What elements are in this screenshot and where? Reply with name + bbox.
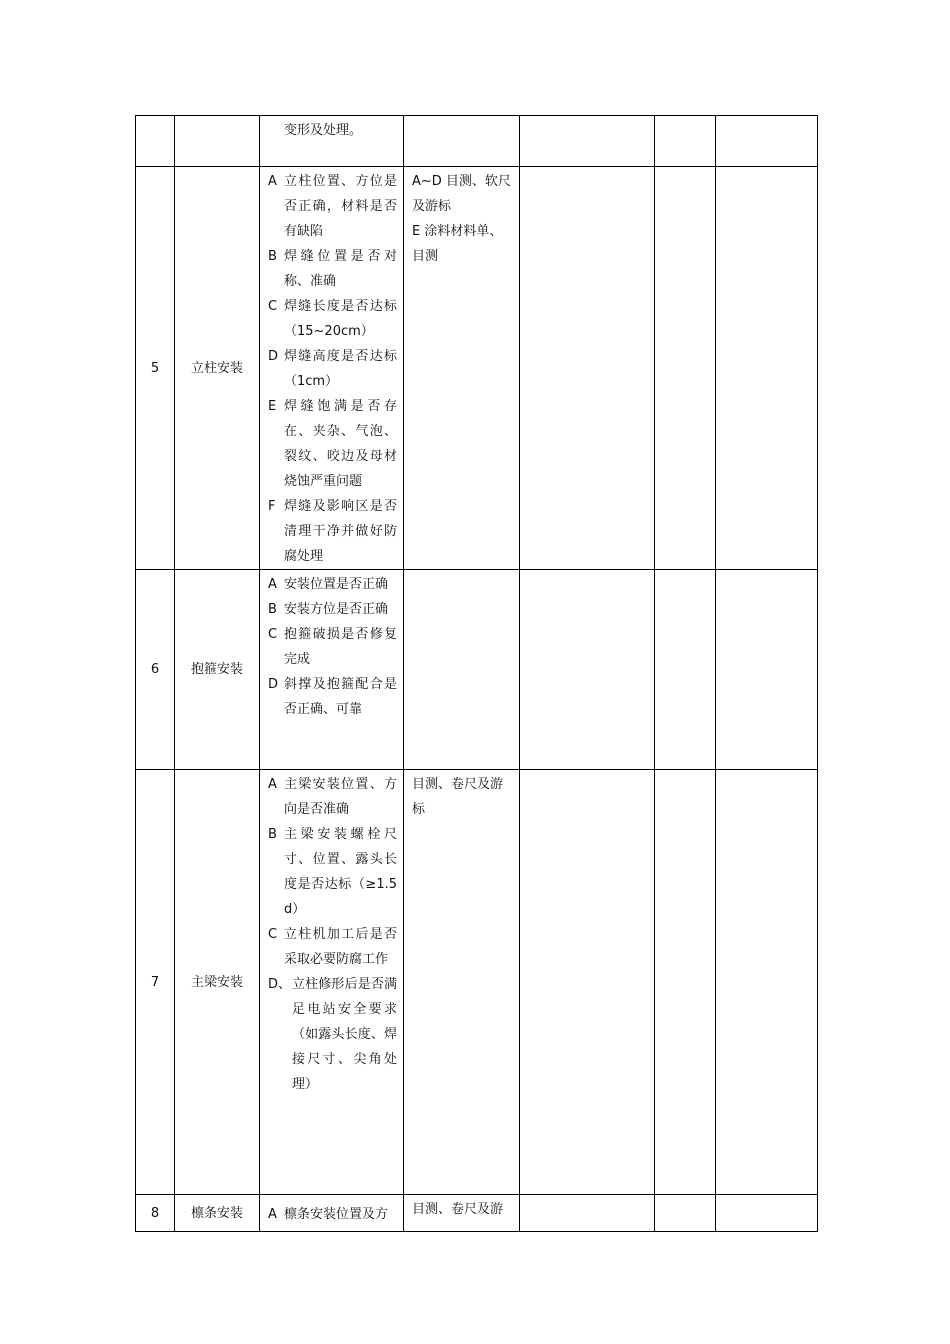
method-text: 目测、卷尺及游标: [412, 777, 504, 817]
item-text: 焊缝位置是否对称、准确: [284, 249, 397, 289]
check-item: [268, 394, 397, 494]
method-text: E 涂料材料单、目测: [412, 224, 503, 264]
empty-cell: [520, 770, 655, 1195]
item-letter: C: [268, 627, 278, 642]
inspection-content: [260, 1195, 404, 1232]
item-letter: C: [268, 299, 278, 314]
item-letter: D、: [268, 977, 292, 992]
item-text: 抱箍破损是否修复完成: [284, 627, 397, 667]
method-text: A~D 目测、软尺及游标: [412, 174, 511, 214]
item-name: 主梁安装: [175, 770, 260, 1195]
inspection-content: [260, 167, 404, 570]
empty-cell: [655, 570, 716, 770]
table-row: [136, 1195, 818, 1232]
item-name: 檩条安装: [175, 1195, 260, 1232]
row-number: [136, 116, 175, 167]
empty-cell: [716, 167, 818, 570]
check-item: [268, 294, 397, 344]
item-letter: B: [268, 827, 277, 842]
check-item: [268, 344, 397, 394]
table-row: [136, 570, 818, 770]
item-name: 抱箍安装: [175, 570, 260, 770]
empty-cell: [520, 167, 655, 570]
table-row: [136, 770, 818, 1195]
check-item: [268, 169, 397, 244]
item-letter: A: [268, 174, 277, 189]
row-number: 7: [136, 770, 175, 1195]
item-text: 主梁安装位置、方向是否准确: [284, 777, 397, 817]
item-letter: A: [268, 577, 277, 592]
item-text: 立柱修形后是否满足电站安全要求（如露头长度、焊接尺寸、尖角处理）: [292, 977, 397, 1092]
item-text: 安装位置是否正确: [284, 577, 389, 592]
inspection-content: [260, 770, 404, 1195]
empty-cell: [520, 1195, 655, 1232]
check-item: [268, 494, 397, 569]
check-item: [268, 1202, 397, 1227]
item-text: 焊缝长度是否达标（15~20cm）: [284, 299, 397, 339]
check-item: [268, 772, 397, 822]
item-name: 立柱安装: [175, 167, 260, 570]
row-number: 8: [136, 1195, 175, 1232]
check-item: [268, 244, 397, 294]
inspection-method: [404, 167, 520, 570]
inspection-method: [404, 770, 520, 1195]
empty-cell: [520, 116, 655, 167]
check-item: [268, 672, 397, 722]
item-letter: E: [268, 399, 277, 414]
item-text: 焊缝饱满是否存在、夹杂、气泡、裂纹、咬边及母材烧蚀严重问题: [284, 399, 397, 489]
check-item: [268, 622, 397, 672]
item-letter: F: [268, 499, 276, 514]
item-text: 立柱位置、方位是否正确，材料是否有缺陷: [284, 174, 397, 239]
row-number: 5: [136, 167, 175, 570]
check-item: [268, 572, 397, 597]
item-letter: D: [268, 677, 279, 692]
inspection-method: [404, 116, 520, 167]
inspection-method: [404, 570, 520, 770]
item-letter: A: [268, 1206, 277, 1222]
empty-cell: [655, 770, 716, 1195]
item-name: [175, 116, 260, 167]
empty-cell: [716, 570, 818, 770]
table-row: [136, 167, 818, 570]
item-letter: B: [268, 602, 277, 617]
item-letter: B: [268, 249, 277, 264]
method-text: 目测、卷尺及游: [412, 1202, 504, 1217]
check-item: [268, 922, 397, 972]
empty-cell: [520, 570, 655, 770]
check-item: [268, 597, 397, 622]
item-text: 焊缝高度是否达标（1cm）: [284, 349, 397, 389]
empty-cell: [716, 770, 818, 1195]
item-letter: A: [268, 777, 277, 792]
item-text: 主梁安装螺栓尺寸、位置、露头长度是否达标（≥1.5d）: [284, 827, 397, 917]
inspection-content: [260, 570, 404, 770]
content-text: 变形及处理。: [284, 123, 363, 138]
table-row: [136, 116, 818, 167]
row-number: 6: [136, 570, 175, 770]
item-text: 斜撑及抱箍配合是否正确、可靠: [284, 677, 397, 717]
empty-cell: [655, 167, 716, 570]
inspection-content: [260, 116, 404, 167]
item-text: 立柱机加工后是否采取必要防腐工作: [284, 927, 397, 967]
inspection-table: [135, 115, 818, 1232]
empty-cell: [716, 1195, 818, 1232]
item-text: 檩条安装位置及方: [284, 1206, 389, 1222]
item-text: 焊缝及影响区是否清理干净并做好防腐处理: [284, 499, 397, 564]
check-item: [268, 972, 397, 1097]
empty-cell: [716, 116, 818, 167]
inspection-method: [404, 1195, 520, 1232]
empty-cell: [655, 1195, 716, 1232]
item-text: 安装方位是否正确: [284, 602, 389, 617]
empty-cell: [655, 116, 716, 167]
check-item: [268, 822, 397, 922]
item-letter: D: [268, 349, 279, 364]
item-letter: C: [268, 927, 278, 942]
